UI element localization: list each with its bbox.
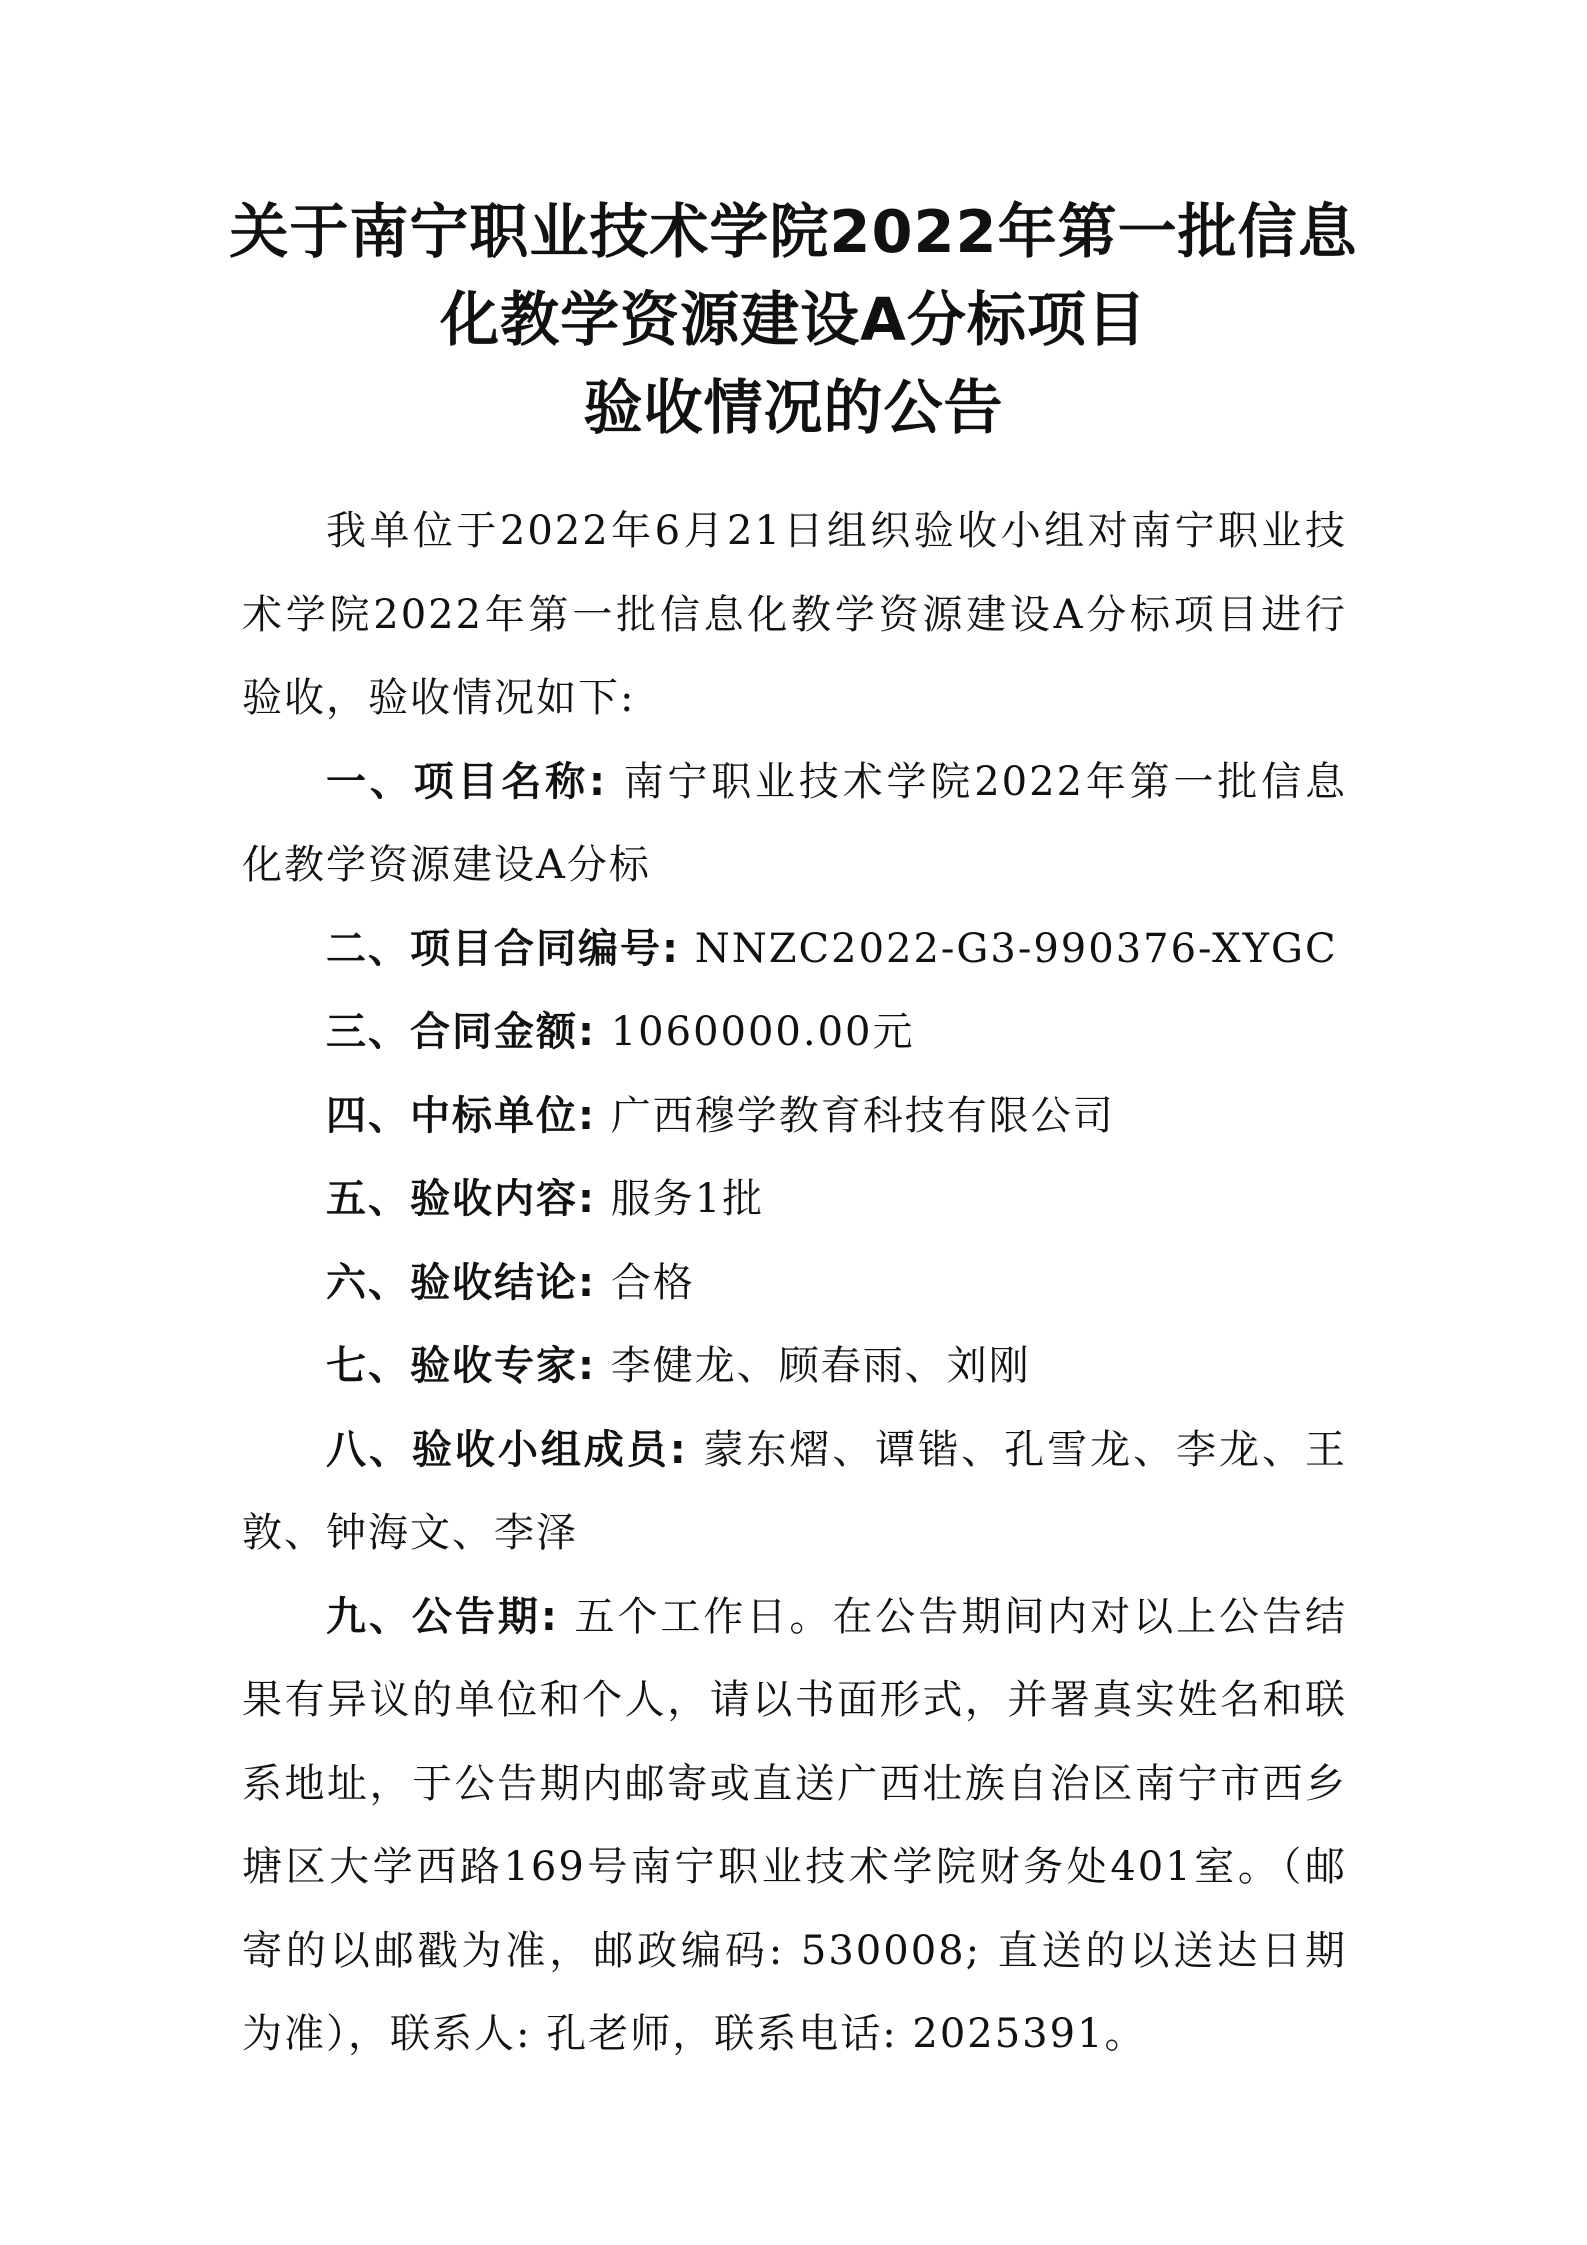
item-label: 八、验收小组成员: [326, 1426, 688, 1473]
title-line-2: 化教学资源建设A分标项目 [440, 285, 1147, 354]
item-acceptance-conclusion [242, 1242, 1347, 1326]
title-line-3: 验收情况的公告 [583, 373, 1004, 442]
item-value: 李健龙、顾春雨、刘刚 [610, 1343, 1031, 1389]
item-contract-amount [242, 991, 1347, 1075]
item-value: 服务1批 [610, 1176, 765, 1222]
item-value: 五个工作日。在公告期间内对以上公告结果有异议的单位和个人，请以书面形式，并署真实姓名和联系地址，于公告期内邮寄或直送广西壮族自治区南宁市西乡塘区大学西路169号南宁职业技术学院财务处401室。（邮寄的以邮戳为准，邮政编码: 530008; 直送的以送达日期为准），联系人: 孔老师，联系电话: 2025391。 [242, 1593, 1347, 2057]
item-label: 九、公告期: [326, 1593, 559, 1640]
item-notice-period [242, 1576, 1347, 2077]
item-team-members [242, 1409, 1347, 1576]
item-value: NNZC2022-G3-990376-XYGC [694, 925, 1338, 972]
item-project-name [242, 741, 1347, 908]
document-body [242, 490, 1347, 2077]
item-winning-bidder [242, 1075, 1347, 1159]
item-label: 六、验收结论: [326, 1259, 596, 1306]
item-label: 一、项目名称: [326, 758, 607, 805]
item-value: 合格 [610, 1259, 695, 1306]
intro-paragraph: 我单位于2022年6月21日组织验收小组对南宁职业技术学院2022年第一批信息化教学资源建设A分标项目进行验收，验收情况如下: [242, 508, 1347, 721]
item-label: 四、中标单位: [326, 1092, 596, 1139]
item-acceptance-experts [242, 1325, 1347, 1409]
item-value: 蒙东熠、谭锴、孔雪龙、李龙、王敦、钟海文、李泽 [242, 1426, 1347, 1556]
document-title [180, 188, 1407, 452]
item-label: 三、合同金额: [326, 1009, 596, 1055]
item-label: 七、验收专家: [326, 1343, 596, 1389]
item-value: 1060000.00元 [610, 1009, 915, 1055]
item-label: 五、验收内容: [326, 1176, 596, 1222]
item-acceptance-content [242, 1158, 1347, 1242]
item-label: 二、项目合同编号: [326, 925, 680, 972]
item-value: 南宁职业技术学院2022年第一批信息化教学资源建设A分标 [242, 758, 1348, 888]
item-value: 广西穆学教育科技有限公司 [610, 1092, 1115, 1139]
item-contract-number [242, 908, 1347, 992]
title-line-1: 关于南宁职业技术学院2022年第一批信息 [229, 197, 1358, 266]
